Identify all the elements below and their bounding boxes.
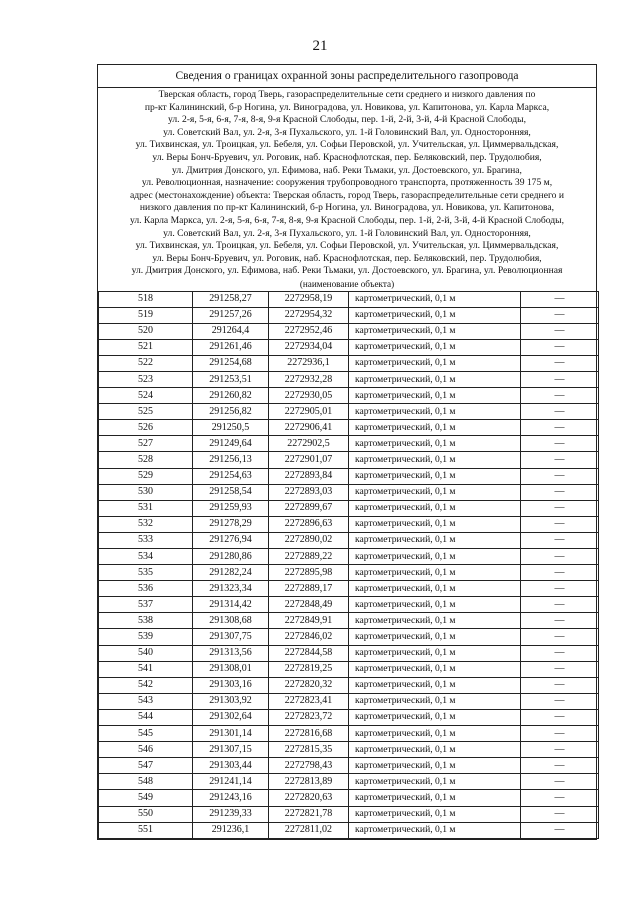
dash-cell: —	[521, 758, 599, 774]
dash-cell: —	[521, 645, 599, 661]
description-line: ул. Карла Маркса, ул. 2-я, 5-я, 6-я, 7-я, 8-я, 9-я Красной Слободы, пер. 1-й, 2-й, 3-й, 4-й Красной Слободы,	[129, 214, 565, 226]
coordinates-table-body	[99, 291, 599, 838]
dash-cell: —	[521, 742, 599, 758]
y-coordinate-cell: 2272848,49	[269, 597, 349, 613]
y-coordinate-cell: 2272846,02	[269, 629, 349, 645]
table-row	[99, 677, 599, 693]
point-number-cell: 536	[99, 581, 193, 597]
description-line: ул. Тихвинская, ул. Троицкая, ул. Бебеля, ул. Софьи Перовской, ул. Учительская, ул. Циммервальдская,	[135, 240, 559, 252]
point-number-cell: 540	[99, 645, 193, 661]
point-number-cell: 538	[99, 613, 193, 629]
y-coordinate-cell: 2272930,05	[269, 388, 349, 404]
x-coordinate-cell: 291256,82	[193, 404, 269, 420]
dash-cell: —	[521, 516, 599, 532]
x-coordinate-cell: 291253,51	[193, 371, 269, 387]
point-number-cell: 539	[99, 629, 193, 645]
y-coordinate-cell: 2272896,63	[269, 516, 349, 532]
method-cell: картометрический, 0,1 м	[349, 822, 521, 838]
table-row	[99, 726, 599, 742]
method-cell: картометрический, 0,1 м	[349, 709, 521, 725]
method-cell: картометрический, 0,1 м	[349, 742, 521, 758]
method-cell: картометрический, 0,1 м	[349, 436, 521, 452]
method-cell: картометрический, 0,1 м	[349, 388, 521, 404]
x-coordinate-cell: 291323,34	[193, 581, 269, 597]
y-coordinate-cell: 2272899,67	[269, 500, 349, 516]
x-coordinate-cell: 291264,4	[193, 323, 269, 339]
table-row	[99, 532, 599, 548]
dash-cell: —	[521, 436, 599, 452]
method-cell: картометрический, 0,1 м	[349, 726, 521, 742]
y-coordinate-cell: 2272813,89	[269, 774, 349, 790]
method-cell: картометрический, 0,1 м	[349, 452, 521, 468]
method-cell: картометрический, 0,1 м	[349, 645, 521, 661]
object-name-note: (наименование объекта)	[299, 278, 395, 289]
dash-cell: —	[521, 339, 599, 355]
point-number-cell: 528	[99, 452, 193, 468]
table-row	[99, 307, 599, 323]
x-coordinate-cell: 291282,24	[193, 565, 269, 581]
method-cell: картометрический, 0,1 м	[349, 565, 521, 581]
point-number-cell: 537	[99, 597, 193, 613]
y-coordinate-cell: 2272889,22	[269, 549, 349, 565]
y-coordinate-cell: 2272823,41	[269, 693, 349, 709]
dash-cell: —	[521, 709, 599, 725]
y-coordinate-cell: 2272902,5	[269, 436, 349, 452]
method-cell: картометрический, 0,1 м	[349, 323, 521, 339]
table-row	[99, 291, 599, 307]
dash-cell: —	[521, 661, 599, 677]
y-coordinate-cell: 2272820,63	[269, 790, 349, 806]
point-number-cell: 535	[99, 565, 193, 581]
method-cell: картометрический, 0,1 м	[349, 613, 521, 629]
x-coordinate-cell: 291256,13	[193, 452, 269, 468]
description-line: ул. Веры Бонч-Бруевич, ул. Роговик, наб. Краснофлотская, пер. Беляковский, пер. Трудолюбия,	[152, 252, 542, 264]
y-coordinate-cell: 2272816,68	[269, 726, 349, 742]
point-number-cell: 543	[99, 693, 193, 709]
x-coordinate-cell: 291280,86	[193, 549, 269, 565]
page-number: 21	[312, 38, 328, 54]
point-number-cell: 534	[99, 549, 193, 565]
x-coordinate-cell: 291261,46	[193, 339, 269, 355]
method-cell: картометрический, 0,1 м	[349, 629, 521, 645]
x-coordinate-cell: 291278,29	[193, 516, 269, 532]
method-cell: картометрический, 0,1 м	[349, 371, 521, 387]
point-number-cell: 520	[99, 323, 193, 339]
description-line: ул. 2-я, 5-я, 6-я, 7-я, 8-я, 9-я Красной Слободы, пер. 1-й, 2-й, 3-й, 4-й Красной Слободы,	[167, 114, 527, 126]
x-coordinate-cell: 291308,01	[193, 661, 269, 677]
description-line: пр-кт Калининский, б-р Ногина, ул. Виноградова, ул. Новикова, ул. Капитонова, ул. Карла Маркса,	[144, 101, 550, 113]
table-row	[99, 452, 599, 468]
point-number-cell: 526	[99, 420, 193, 436]
description-line: ул. Веры Бонч-Бруевич, ул. Роговик, наб. Краснофлотская, пер. Беляковский, пер. Трудолюбия,	[152, 151, 542, 163]
description-line: ул. Тихвинская, ул. Троицкая, ул. Бебеля, ул. Софьи Перовской, ул. Учительская, ул. Циммервальдская,	[135, 139, 559, 151]
table-row	[99, 484, 599, 500]
method-cell: картометрический, 0,1 м	[349, 420, 521, 436]
y-coordinate-cell: 2272952,46	[269, 323, 349, 339]
y-coordinate-cell: 2272844,58	[269, 645, 349, 661]
point-number-cell: 547	[99, 758, 193, 774]
dash-cell: —	[521, 355, 599, 371]
y-coordinate-cell: 2272893,03	[269, 484, 349, 500]
x-coordinate-cell: 291276,94	[193, 532, 269, 548]
point-number-cell: 544	[99, 709, 193, 725]
point-number-cell: 549	[99, 790, 193, 806]
dash-cell: —	[521, 565, 599, 581]
table-row	[99, 516, 599, 532]
x-coordinate-cell: 291239,33	[193, 806, 269, 822]
dash-cell: —	[521, 693, 599, 709]
description-line: ул. Советский Вал, ул. 2-я, 3-я Пухальского, ул. 1-й Головинский Вал, ул. Односторонняя,	[163, 227, 531, 239]
point-number-cell: 550	[99, 806, 193, 822]
method-cell: картометрический, 0,1 м	[349, 307, 521, 323]
x-coordinate-cell: 291303,44	[193, 758, 269, 774]
dash-cell: —	[521, 323, 599, 339]
y-coordinate-cell: 2272890,02	[269, 532, 349, 548]
table-row	[99, 339, 599, 355]
point-number-cell: 542	[99, 677, 193, 693]
table-row	[99, 549, 599, 565]
description-line: ул. Дмитрия Донского, ул. Ефимова, наб. Реки Тьмаки, ул. Достоевского, ул. Брагина, ул. Революционная	[131, 265, 563, 277]
description-line: ул. Революционная, назначение: сооружения трубопроводного транспорта, протяженность 39 175 м,	[141, 177, 553, 189]
method-cell: картометрический, 0,1 м	[349, 500, 521, 516]
point-number-cell: 541	[99, 661, 193, 677]
y-coordinate-cell: 2272936,1	[269, 355, 349, 371]
method-cell: картометрический, 0,1 м	[349, 806, 521, 822]
point-number-cell: 529	[99, 468, 193, 484]
y-coordinate-cell: 2272815,35	[269, 742, 349, 758]
dash-cell: —	[521, 597, 599, 613]
dash-cell: —	[521, 806, 599, 822]
y-coordinate-cell: 2272819,25	[269, 661, 349, 677]
method-cell: картометрический, 0,1 м	[349, 516, 521, 532]
dash-cell: —	[521, 613, 599, 629]
x-coordinate-cell: 291314,42	[193, 597, 269, 613]
document-title: Сведения о границах охранной зоны распределительного газопровода	[98, 65, 596, 88]
y-coordinate-cell: 2272811,02	[269, 822, 349, 838]
description-line: адрес (местонахождение) объекта: Тверская область, город Тверь, газораспределительные сети среднего и	[130, 189, 564, 201]
point-number-cell: 524	[99, 388, 193, 404]
x-coordinate-cell: 291260,82	[193, 388, 269, 404]
table-row	[99, 709, 599, 725]
point-number-cell: 546	[99, 742, 193, 758]
point-number-cell: 527	[99, 436, 193, 452]
description-line: ул. Дмитрия Донского, ул. Ефимова, наб. Реки Тьмаки, ул. Достоевского, ул. Брагина,	[172, 164, 522, 176]
y-coordinate-cell: 2272895,98	[269, 565, 349, 581]
point-number-cell: 521	[99, 339, 193, 355]
x-coordinate-cell: 291243,16	[193, 790, 269, 806]
table-row	[99, 645, 599, 661]
table-row	[99, 629, 599, 645]
table-row	[99, 323, 599, 339]
method-cell: картометрический, 0,1 м	[349, 355, 521, 371]
point-number-cell: 523	[99, 371, 193, 387]
method-cell: картометрический, 0,1 м	[349, 291, 521, 307]
method-cell: картометрический, 0,1 м	[349, 581, 521, 597]
dash-cell: —	[521, 532, 599, 548]
y-coordinate-cell: 2272958,19	[269, 291, 349, 307]
dash-cell: —	[521, 388, 599, 404]
method-cell: картометрический, 0,1 м	[349, 661, 521, 677]
y-coordinate-cell: 2272954,32	[269, 307, 349, 323]
point-number-cell: 551	[99, 822, 193, 838]
table-row	[99, 436, 599, 452]
table-row	[99, 565, 599, 581]
y-coordinate-cell: 2272906,41	[269, 420, 349, 436]
zone-boundary-document	[97, 64, 597, 840]
point-number-cell: 548	[99, 774, 193, 790]
dash-cell: —	[521, 452, 599, 468]
dash-cell: —	[521, 822, 599, 838]
table-row	[99, 742, 599, 758]
method-cell: картометрический, 0,1 м	[349, 532, 521, 548]
x-coordinate-cell: 291307,15	[193, 742, 269, 758]
y-coordinate-cell: 2272821,78	[269, 806, 349, 822]
table-row	[99, 806, 599, 822]
y-coordinate-cell: 2272849,91	[269, 613, 349, 629]
point-number-cell: 533	[99, 532, 193, 548]
method-cell: картометрический, 0,1 м	[349, 549, 521, 565]
x-coordinate-cell: 291307,75	[193, 629, 269, 645]
table-row	[99, 355, 599, 371]
dash-cell: —	[521, 404, 599, 420]
x-coordinate-cell: 291303,16	[193, 677, 269, 693]
y-coordinate-cell: 2272905,01	[269, 404, 349, 420]
coordinates-table	[98, 291, 599, 839]
dash-cell: —	[521, 581, 599, 597]
y-coordinate-cell: 2272901,07	[269, 452, 349, 468]
x-coordinate-cell: 291303,92	[193, 693, 269, 709]
x-coordinate-cell: 291250,5	[193, 420, 269, 436]
object-description	[98, 88, 596, 291]
x-coordinate-cell: 291308,68	[193, 613, 269, 629]
table-row	[99, 371, 599, 387]
table-row	[99, 693, 599, 709]
table-row	[99, 613, 599, 629]
table-row	[99, 790, 599, 806]
dash-cell: —	[521, 790, 599, 806]
dash-cell: —	[521, 726, 599, 742]
table-row	[99, 388, 599, 404]
y-coordinate-cell: 2272893,84	[269, 468, 349, 484]
method-cell: картометрический, 0,1 м	[349, 597, 521, 613]
x-coordinate-cell: 291254,68	[193, 355, 269, 371]
dash-cell: —	[521, 629, 599, 645]
point-number-cell: 545	[99, 726, 193, 742]
dash-cell: —	[521, 774, 599, 790]
table-row	[99, 404, 599, 420]
dash-cell: —	[521, 549, 599, 565]
method-cell: картометрический, 0,1 м	[349, 693, 521, 709]
table-row	[99, 774, 599, 790]
point-number-cell: 525	[99, 404, 193, 420]
x-coordinate-cell: 291241,14	[193, 774, 269, 790]
x-coordinate-cell: 291313,56	[193, 645, 269, 661]
y-coordinate-cell: 2272889,17	[269, 581, 349, 597]
x-coordinate-cell: 291249,64	[193, 436, 269, 452]
description-line: ул. Советский Вал, ул. 2-я, 3-я Пухальского, ул. 1-й Головинский Вал, ул. Односторонняя,	[163, 126, 531, 138]
point-number-cell: 532	[99, 516, 193, 532]
point-number-cell: 531	[99, 500, 193, 516]
x-coordinate-cell: 291257,26	[193, 307, 269, 323]
y-coordinate-cell: 2272932,28	[269, 371, 349, 387]
method-cell: картометрический, 0,1 м	[349, 677, 521, 693]
method-cell: картометрический, 0,1 м	[349, 339, 521, 355]
method-cell: картометрический, 0,1 м	[349, 484, 521, 500]
x-coordinate-cell: 291301,14	[193, 726, 269, 742]
table-row	[99, 500, 599, 516]
dash-cell: —	[521, 291, 599, 307]
table-row	[99, 661, 599, 677]
dash-cell: —	[521, 371, 599, 387]
method-cell: картометрический, 0,1 м	[349, 774, 521, 790]
dash-cell: —	[521, 484, 599, 500]
table-row	[99, 822, 599, 838]
y-coordinate-cell: 2272934,04	[269, 339, 349, 355]
table-row	[99, 597, 599, 613]
y-coordinate-cell: 2272820,32	[269, 677, 349, 693]
table-row	[99, 420, 599, 436]
table-row	[99, 758, 599, 774]
dash-cell: —	[521, 420, 599, 436]
point-number-cell: 522	[99, 355, 193, 371]
dash-cell: —	[521, 307, 599, 323]
point-number-cell: 530	[99, 484, 193, 500]
x-coordinate-cell: 291254,63	[193, 468, 269, 484]
x-coordinate-cell: 291302,64	[193, 709, 269, 725]
method-cell: картометрический, 0,1 м	[349, 790, 521, 806]
y-coordinate-cell: 2272823,72	[269, 709, 349, 725]
x-coordinate-cell: 291236,1	[193, 822, 269, 838]
dash-cell: —	[521, 500, 599, 516]
method-cell: картометрический, 0,1 м	[349, 404, 521, 420]
x-coordinate-cell: 291258,27	[193, 291, 269, 307]
table-row	[99, 581, 599, 597]
point-number-cell: 518	[99, 291, 193, 307]
table-row	[99, 468, 599, 484]
dash-cell: —	[521, 468, 599, 484]
description-line: Тверская область, город Тверь, газораспределительные сети среднего и низкого давления по	[158, 89, 536, 100]
y-coordinate-cell: 2272798,43	[269, 758, 349, 774]
method-cell: картометрический, 0,1 м	[349, 758, 521, 774]
method-cell: картометрический, 0,1 м	[349, 468, 521, 484]
description-line: низкого давления по пр-кт Калининский, б-р Ногина, ул. Виноградова, ул. Новикова, ул. Капитонова,	[139, 202, 555, 214]
dash-cell: —	[521, 677, 599, 693]
x-coordinate-cell: 291259,93	[193, 500, 269, 516]
point-number-cell: 519	[99, 307, 193, 323]
x-coordinate-cell: 291258,54	[193, 484, 269, 500]
